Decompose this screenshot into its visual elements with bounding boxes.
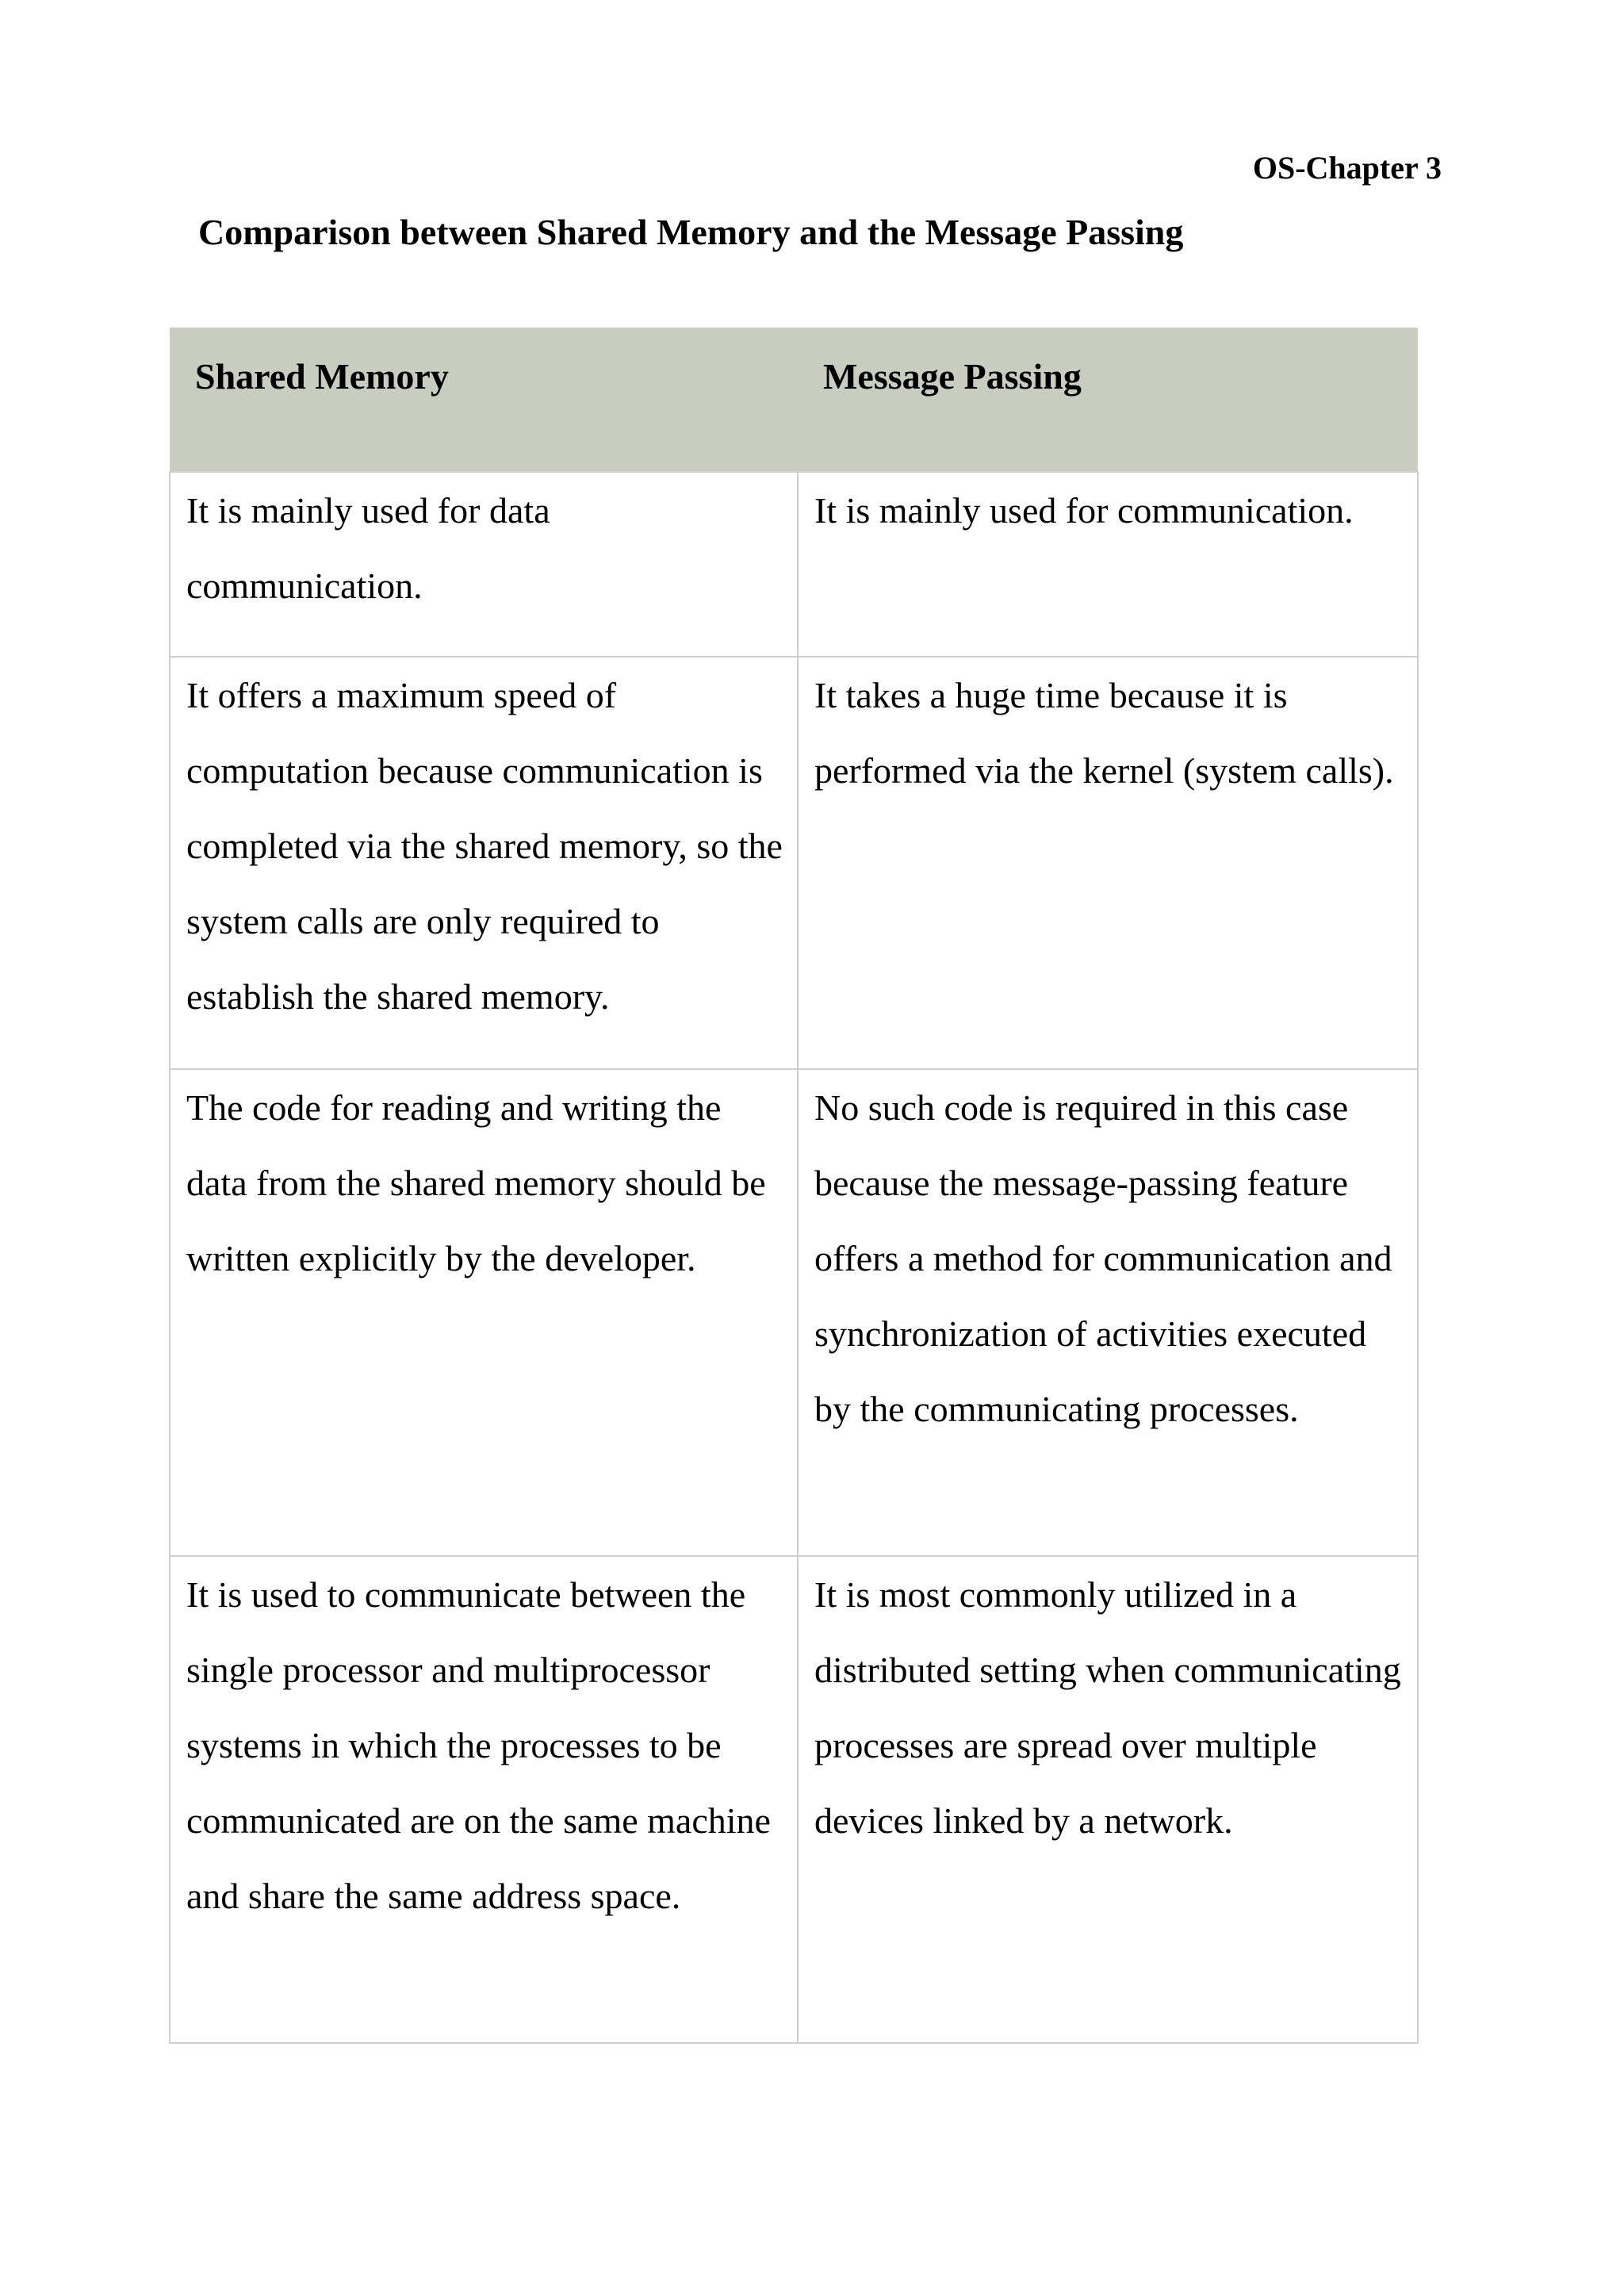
table-cell-shared-memory bbox=[170, 472, 798, 657]
cell-text: No such code is required in this case because the message-passing feature offers a method for communication and synchronization of activities executed by the communicating processes. bbox=[814, 1087, 1392, 1429]
cell-text: It is mainly used for data communication. bbox=[186, 490, 550, 606]
cell-text: It offers a maximum speed of computation because communication is completed via the shared memory, so the system calls are only required to establish the shared memory. bbox=[186, 675, 783, 1017]
cell-text: It is most commonly utilized in a distributed setting when communicating processes are spread over multiple devices linked by a network. bbox=[814, 1574, 1401, 1841]
table-row bbox=[170, 472, 1418, 657]
table-cell-message-passing bbox=[798, 657, 1418, 1069]
table-row bbox=[170, 657, 1418, 1069]
table-header-row bbox=[170, 328, 1418, 472]
cell-text: It is used to communicate between the single processor and multiprocessor systems in which the processes to be communicated are on the same machine and share the same address space. bbox=[186, 1574, 771, 1916]
table-body bbox=[170, 472, 1418, 2043]
column-header-message-passing: Message Passing bbox=[798, 328, 1418, 472]
table-cell-shared-memory bbox=[170, 1069, 798, 1556]
table-cell-shared-memory bbox=[170, 1556, 798, 2043]
page-title: Comparison between Shared Memory and the Message Passing bbox=[198, 212, 1184, 252]
cell-text: It is mainly used for communication. bbox=[814, 490, 1354, 531]
table-cell-message-passing bbox=[798, 1069, 1418, 1556]
cell-text: The code for reading and writing the data from the shared memory should be written explicitly by the developer. bbox=[186, 1087, 766, 1278]
table-cell-message-passing bbox=[798, 1556, 1418, 2043]
table-cell-message-passing bbox=[798, 472, 1418, 657]
comparison-table bbox=[169, 328, 1419, 2044]
table-row bbox=[170, 1556, 1418, 2043]
table-header bbox=[170, 328, 1418, 472]
chapter-header: OS-Chapter 3 bbox=[1252, 150, 1442, 186]
column-header-shared-memory: Shared Memory bbox=[170, 328, 798, 472]
cell-text: It takes a huge time because it is performed via the kernel (system calls). bbox=[814, 675, 1394, 791]
table-row bbox=[170, 1069, 1418, 1556]
table-cell-shared-memory bbox=[170, 657, 798, 1069]
